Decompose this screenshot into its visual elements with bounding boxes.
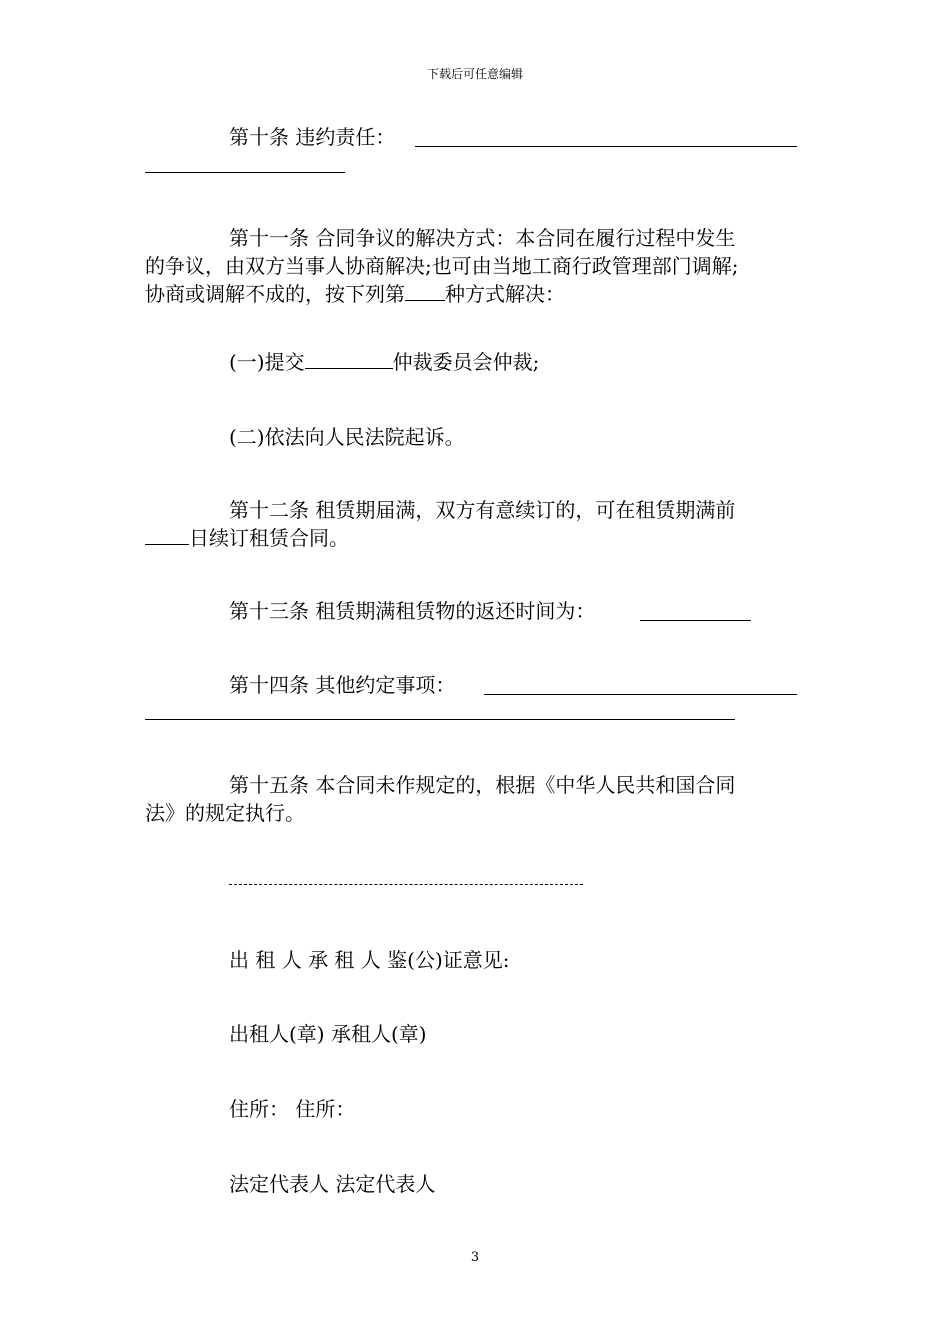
option-1 <box>145 348 884 376</box>
separator-line <box>229 884 583 885</box>
option-1-pre: (一)提交 <box>229 350 305 374</box>
signature-parties: 出 租 人 承 租 人 鉴(公)证意见: <box>229 948 510 972</box>
article-14-text: 第十四条 其他约定事项： <box>229 673 456 697</box>
article-12-line-2-post: 日续订租赁合同。 <box>189 526 349 550</box>
signature-address: 住所： 住所： <box>229 1097 356 1121</box>
article-11-line-1: 第十一条 合同争议的解决方式：本合同在履行过程中发生 <box>229 226 736 250</box>
article-13 <box>145 597 884 625</box>
article-11-line-2: 的争议，由双方当事人协商解决;也可由当地工商行政管理部门调解; <box>145 254 739 278</box>
article-10-blank-line-2 <box>145 172 345 173</box>
article-14-blank-line-2 <box>145 719 735 720</box>
article-10-blank-line-1 <box>415 146 797 147</box>
signature-seals: 出租人(章) 承租人(章) <box>229 1022 427 1046</box>
article-11-line-3-pre: 协商或调解不成的，按下列第 <box>145 282 405 306</box>
article-11-choice-blank <box>405 284 445 301</box>
article-11-line-3 <box>145 280 800 308</box>
article-15-line-2: 法》的规定执行。 <box>145 801 305 825</box>
article-11-line-3-post: 种方式解决： <box>445 282 565 306</box>
article-14-blank-line-1 <box>484 694 797 695</box>
page-header: 下载后可任意编辑 <box>426 67 523 81</box>
article-13-blank-line <box>640 620 751 621</box>
article-10-text: 第十条 违约责任： <box>229 125 396 149</box>
article-12-line-1: 第十二条 租赁期届满，双方有意续订的，可在租赁期满前 <box>229 498 736 522</box>
option-1-post: 仲裁委员会仲裁; <box>392 350 540 374</box>
article-13-text: 第十三条 租赁期满租赁物的返还时间为： <box>229 599 596 623</box>
article-12-days-blank <box>145 528 189 545</box>
page-number: 3 <box>470 1250 480 1265</box>
signature-legal-rep: 法定代表人 法定代表人 <box>229 1172 436 1196</box>
article-15-line-1: 第十五条 本合同未作规定的，根据《中华人民共和国合同 <box>229 773 736 797</box>
article-12-line-2 <box>145 524 800 552</box>
option-1-arbitration-blank <box>305 352 393 369</box>
option-2: (二)依法向人民法院起诉。 <box>229 425 465 449</box>
